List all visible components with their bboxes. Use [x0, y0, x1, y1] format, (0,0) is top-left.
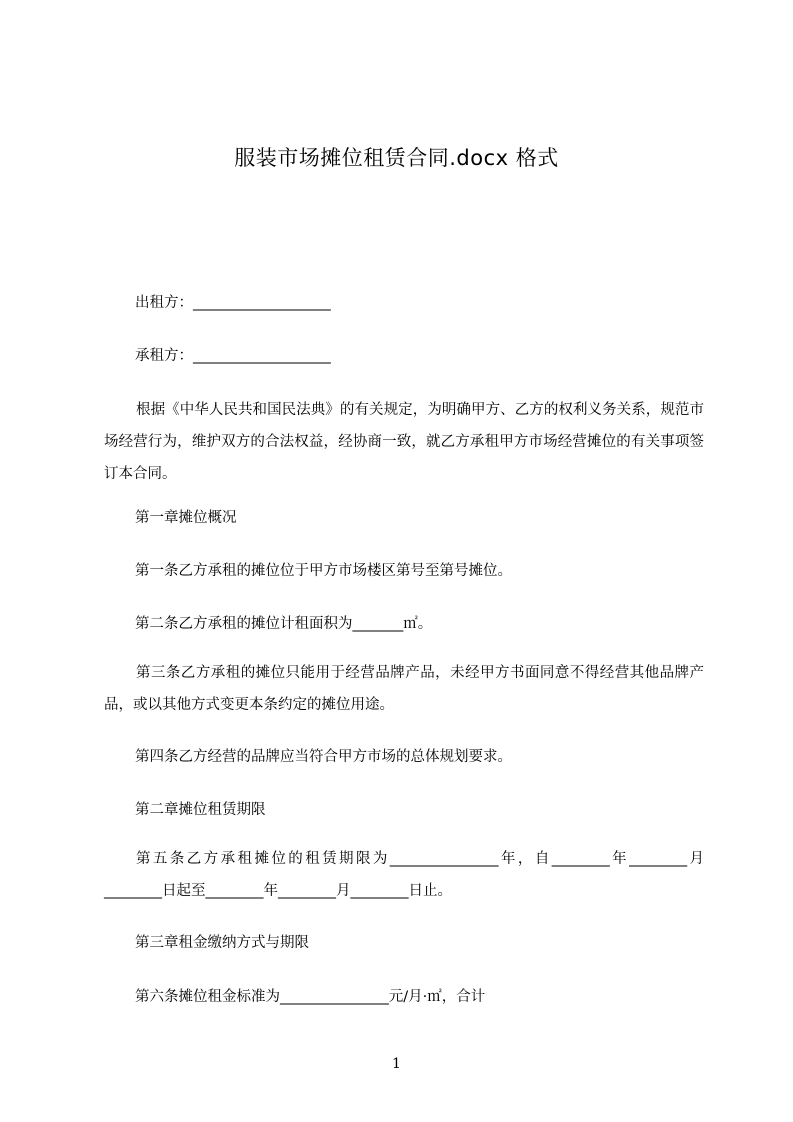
article-6: 第六条摊位租金标准为_______________元/月·㎡，合计	[135, 989, 486, 1005]
preamble-paragraph: 根据《中华人民共和国民法典》的有关规定，为明确甲方、乙方的权利义务关系，规范市场经营行为，维护双方的合法权益，经协商一致，就乙方承租甲方市场经营摊位的有关事项签订本合同。	[104, 402, 704, 482]
article-1: 第一条乙方承租的摊位位于甲方市场楼区第号至第号摊位。	[135, 563, 512, 579]
chapter-1-heading: 第一章摊位概况	[135, 510, 237, 526]
chapter-3-heading: 第三章租金缴纳方式与期限	[135, 935, 309, 951]
page-number: 1	[392, 1056, 401, 1072]
document-title: 服装市场摊位租赁合同.docx 格式	[234, 146, 559, 170]
article-2: 第二条乙方承租的摊位计租面积为_______㎡。	[135, 616, 433, 632]
lessor-line: 出租方：___________________	[135, 295, 331, 311]
chapter-2-heading: 第二章摊位租赁期限	[135, 802, 266, 818]
lessee-line: 承租方：___________________	[135, 348, 331, 364]
article-4: 第四条乙方经营的品牌应当符合甲方市场的总体规划要求。	[135, 749, 512, 765]
article-3: 第三条乙方承租的摊位只能用于经营品牌产品，未经甲方书面同意不得经营其他品牌产品，或以其他方式变更本条约定的摊位用途。	[104, 665, 704, 713]
article-5: 第五条乙方承租摊位的租赁期限为_______________年，自________年________月________日起至________年________月________日止。	[104, 851, 704, 899]
